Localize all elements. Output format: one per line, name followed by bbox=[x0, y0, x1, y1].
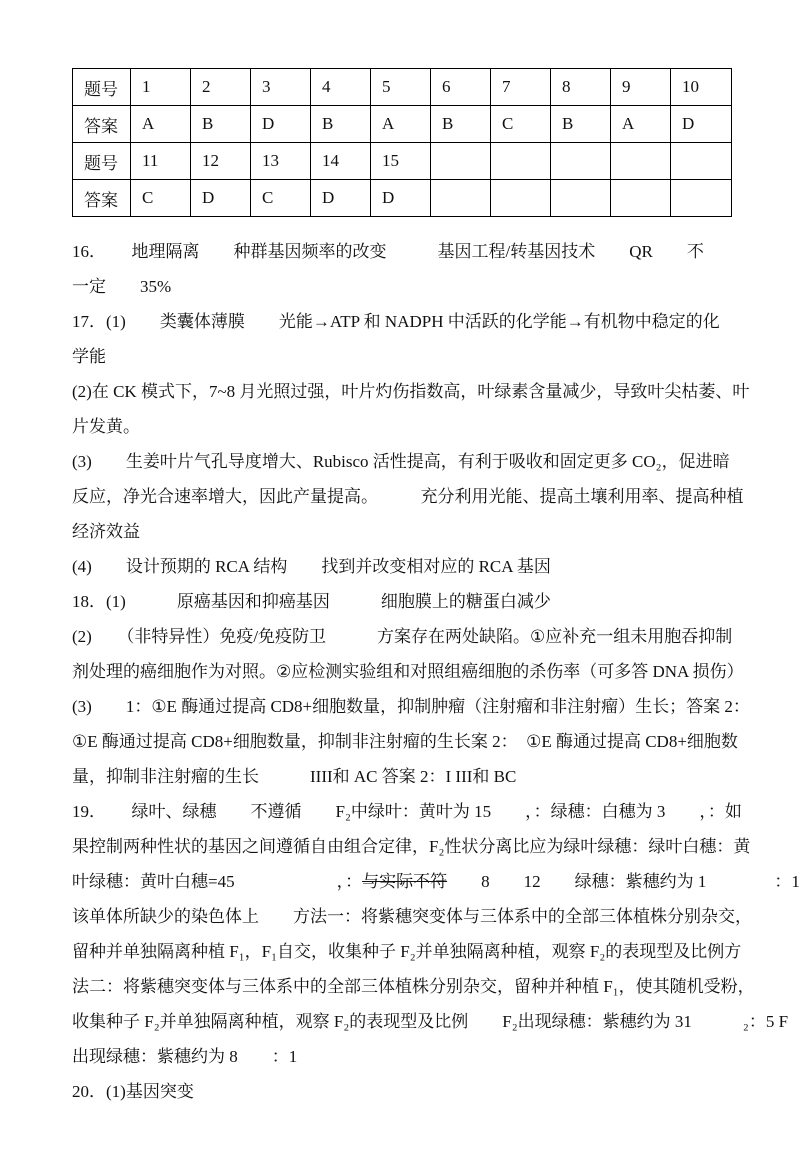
table-header-cell: 答案 bbox=[73, 106, 131, 143]
answer-line-segment: 8 12 绿穗：紫穗约为 1 ：1 bbox=[447, 872, 800, 891]
answer-line: 经济效益 bbox=[72, 522, 140, 541]
answer-line: 收集种子 F₂并单独隔离种植，观察 F₂的表现型及比例 F₂出现绿穗：紫穗约为 31 ₂：5 F bbox=[72, 1012, 789, 1031]
table-cell bbox=[551, 180, 611, 217]
answer-key-table bbox=[72, 68, 732, 217]
table-cell: B bbox=[551, 106, 611, 143]
answer-line: 果控制两种性状的基因之间遵循自由组合定律，F₂性状分离比应为绿叶绿穗：绿叶白穗：黄 bbox=[72, 837, 751, 856]
table-cell: 9 bbox=[611, 69, 671, 106]
table-cell: 5 bbox=[371, 69, 431, 106]
answer-line: 片发黄。 bbox=[72, 417, 140, 436]
table-cell: A bbox=[611, 106, 671, 143]
table-cell: B bbox=[431, 106, 491, 143]
answer-line: (2)在 CK 模式下，7~8 月光照过强，叶片灼伤指数高，叶绿素含量减少，导致叶尖枯萎、叶 bbox=[72, 382, 750, 401]
table-cell bbox=[431, 143, 491, 180]
answer-line: 20．(1)基因突变 bbox=[72, 1082, 194, 1101]
table-cell: 11 bbox=[131, 143, 191, 180]
answer-line: 一定 35% bbox=[72, 277, 172, 296]
table-cell: 12 bbox=[191, 143, 251, 180]
answer-line: (3) 1：①E 酶通过提高 CD8+细胞数量，抑制肿瘤（注射瘤和非注射瘤）生长；答案 2： bbox=[72, 697, 750, 716]
struck-text: 与实际不符 bbox=[362, 872, 448, 891]
answer-line-with-strike bbox=[72, 864, 800, 899]
table-cell: C bbox=[491, 106, 551, 143]
table-cell bbox=[611, 143, 671, 180]
table-cell: B bbox=[191, 106, 251, 143]
table-row bbox=[73, 180, 732, 217]
answer-line: 量，抑制非注射瘤的生长 IIII和 AC 答案 2：I III和 BC bbox=[72, 767, 517, 786]
table-cell: 3 bbox=[251, 69, 311, 106]
table-cell bbox=[671, 143, 732, 180]
answer-line: 16． 地理隔离 种群基因频率的改变 基因工程/转基因技术 QR 不 bbox=[72, 242, 704, 261]
table-cell bbox=[611, 180, 671, 217]
table-cell: D bbox=[371, 180, 431, 217]
answer-line: 法二：将紫穗突变体与三体系中的全部三体植株分别杂交，留种并种植 F₁，使其随机受粉， bbox=[72, 977, 755, 996]
table-cell bbox=[671, 180, 732, 217]
table-cell: 4 bbox=[311, 69, 371, 106]
table-cell: 10 bbox=[671, 69, 732, 106]
table-cell: 1 bbox=[131, 69, 191, 106]
table-cell: 2 bbox=[191, 69, 251, 106]
table-cell: C bbox=[251, 180, 311, 217]
table-cell: A bbox=[371, 106, 431, 143]
answers-text bbox=[72, 234, 800, 1109]
table-cell bbox=[551, 143, 611, 180]
answer-line: 剂处理的癌细胞作为对照。②应检测实验组和对照组癌细胞的杀伤率（可多答 DNA 损伤） bbox=[72, 662, 744, 681]
answer-line-segment: 叶绿穗：黄叶白穗=45 ，： bbox=[72, 872, 363, 891]
table-cell: 15 bbox=[371, 143, 431, 180]
answer-line: 该单体所缺少的染色体上 方法一：将紫穗突变体与三体系中的全部三体植株分别杂交， bbox=[72, 907, 752, 926]
table-cell: 6 bbox=[431, 69, 491, 106]
table-cell: D bbox=[251, 106, 311, 143]
answer-line: 留种并单独隔离种植 F₁，F₁自交，收集种子 F₂并单独隔离种植，观察 F₂的表现型及比例方 bbox=[72, 942, 742, 961]
answer-line: 18．(1) 原癌基因和抑癌基因 细胞膜上的糖蛋白减少 bbox=[72, 592, 551, 611]
answer-line: 17．(1) 类囊体薄膜 光能→ATP 和 NADPH 中活跃的化学能→有机物中稳定的化 bbox=[72, 312, 720, 331]
table-header-cell: 题号 bbox=[73, 69, 131, 106]
table-cell: A bbox=[131, 106, 191, 143]
answer-line: ①E 酶通过提高 CD8+细胞数量，抑制非注射瘤的生长案 2： ①E 酶通过提高 CD8+细胞数 bbox=[72, 732, 738, 751]
table-row bbox=[73, 69, 732, 106]
table-cell bbox=[431, 180, 491, 217]
answer-line: 出现绿穗：紫穗约为 8 ：1 bbox=[72, 1047, 298, 1066]
answer-line: (2) （非特异性）免疫/免疫防卫 方案存在两处缺陷。①应补充一组未用胞吞抑制 bbox=[72, 627, 733, 646]
table-cell: D bbox=[311, 180, 371, 217]
answer-line: 反应，净光合速率增大，因此产量提高。 充分利用光能、提高土壤利用率、提高种植 bbox=[72, 487, 744, 506]
answer-line: 学能 bbox=[72, 347, 106, 366]
table-cell: 14 bbox=[311, 143, 371, 180]
table-cell bbox=[491, 143, 551, 180]
table-header-cell: 答案 bbox=[73, 180, 131, 217]
table-cell: B bbox=[311, 106, 371, 143]
answer-line: 19． 绿叶、绿穗 不遵循 F₂中绿叶：黄叶为 15 ，：绿穗：白穗为 3 ，：如 bbox=[72, 802, 742, 821]
table-cell: 13 bbox=[251, 143, 311, 180]
table-cell: D bbox=[671, 106, 732, 143]
table-cell: 8 bbox=[551, 69, 611, 106]
table-row bbox=[73, 106, 732, 143]
answer-line: (4) 设计预期的 RCA 结构 找到并改变相对应的 RCA 基因 bbox=[72, 557, 551, 576]
answer-line: (3) 生姜叶片气孔导度增大、Rubisco 活性提高，有利于吸收和固定更多 CO₂，促进暗 bbox=[72, 452, 730, 471]
table-cell: 7 bbox=[491, 69, 551, 106]
table-header-cell: 题号 bbox=[73, 143, 131, 180]
table-cell bbox=[491, 180, 551, 217]
table-cell: D bbox=[191, 180, 251, 217]
table-cell: C bbox=[131, 180, 191, 217]
table-row bbox=[73, 143, 732, 180]
